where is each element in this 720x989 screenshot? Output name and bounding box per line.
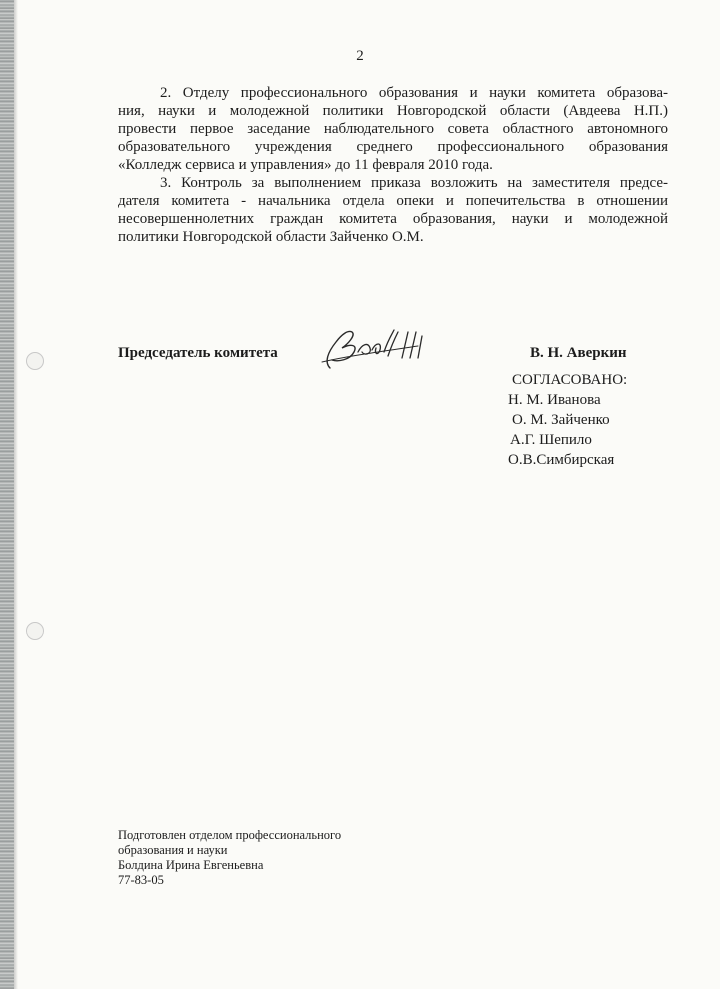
approvals-block bbox=[508, 370, 627, 470]
prepared-by-phone: 77-83-05 bbox=[118, 873, 164, 887]
paragraph-3-line-2: дателя комитета - начальника отдела опеки и попечительства в отношении bbox=[118, 193, 668, 209]
prepared-by-line-2: образования и науки bbox=[118, 843, 228, 857]
paragraph-2-line-4: образовательного учреждения среднего профессионального образования bbox=[118, 139, 668, 155]
document-body bbox=[118, 84, 668, 246]
paragraph-3-line-1: 3. Контроль за выполнением приказа возложить на заместителя предсе- bbox=[160, 175, 668, 191]
approval-name-2: О. М. Зайченко bbox=[512, 412, 610, 428]
paragraph-2-line-3: провести первое заседание наблюдательного совета областного автономного bbox=[118, 121, 668, 137]
approvals-heading: СОГЛАСОВАНО: bbox=[512, 372, 628, 388]
prepared-by-line-1: Подготовлен отделом профессионального bbox=[118, 828, 342, 842]
prepared-by-author: Болдина Ирина Евгеньевна bbox=[118, 858, 264, 872]
paragraph-3-line-4: политики Новгородской области Зайченко О.М. bbox=[118, 229, 424, 245]
prepared-by-block bbox=[118, 828, 341, 888]
approval-name-1: Н. М. Иванова bbox=[508, 392, 601, 408]
scan-edge bbox=[0, 0, 14, 989]
approval-name-3: А.Г. Шепило bbox=[510, 432, 592, 448]
handwritten-signature bbox=[318, 322, 428, 372]
punch-hole-bottom bbox=[26, 622, 44, 640]
paragraph-3-line-3: несовершеннолетних граждан комитета образования, науки и молодежной bbox=[118, 211, 668, 227]
signature-position: Председатель комитета bbox=[118, 345, 278, 361]
punch-hole-top bbox=[26, 352, 44, 370]
signatory-name: В. Н. Аверкин bbox=[530, 345, 627, 361]
paragraph-2-line-5: «Колледж сервиса и управления» до 11 февраля 2010 года. bbox=[118, 157, 493, 173]
page-number: 2 bbox=[356, 48, 364, 64]
approval-name-4: О.В.Симбирская bbox=[508, 452, 615, 468]
paragraph-2-line-1: 2. Отделу профессионального образования и науки комитета образова- bbox=[160, 85, 668, 101]
paragraph-2-line-2: ния, науки и молодежной политики Новгородской области (Авдеева Н.П.) bbox=[118, 103, 668, 119]
scan-edge-shadow bbox=[14, 0, 18, 989]
